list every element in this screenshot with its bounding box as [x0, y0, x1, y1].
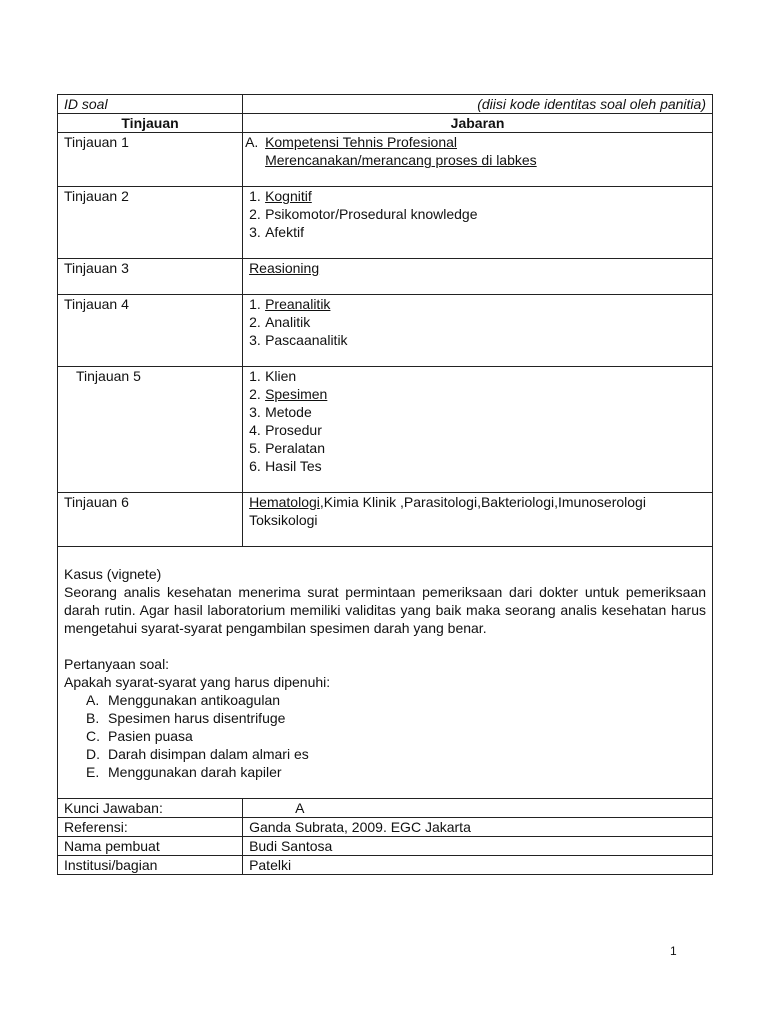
- column-header-tinjauan: Tinjauan: [58, 114, 243, 133]
- answer-key-value: A: [243, 799, 713, 818]
- competency-detail: Merencanakan/merancang proses di labkes: [265, 152, 537, 168]
- author-row: [58, 837, 713, 856]
- list-item: 1. Preanalitik: [249, 296, 331, 312]
- tinjauan-row-4: [58, 295, 713, 367]
- list-item: 1. Kognitif: [249, 188, 312, 204]
- answer-option: [86, 727, 706, 745]
- option-text: Pasien puasa: [108, 728, 193, 744]
- tinjauan-label: Tinjauan 2: [58, 187, 243, 259]
- other-subjects: ,Kimia Klinik ,Parasitologi,Bakteriologi,Imunoserologi: [319, 494, 646, 510]
- tinjauan-row-1: [58, 133, 713, 187]
- option-letter: C.: [86, 728, 100, 744]
- page-number: 1: [670, 944, 677, 958]
- reference-row: [58, 818, 713, 837]
- tinjauan-content: [243, 493, 713, 547]
- option-text: Spesimen harus disentrifuge: [108, 710, 286, 726]
- column-header-jabaran: Jabaran: [243, 114, 713, 133]
- question-title: Pertanyaan soal:: [64, 656, 170, 672]
- list-item-text: Afektif: [265, 224, 304, 240]
- answer-option: [86, 745, 706, 763]
- tinjauan-row-6: [58, 493, 713, 547]
- question-text: Apakah syarat-syarat yang harus dipenuhi:: [64, 674, 331, 690]
- list-item: 2. Psikomotor/Prosedural knowledge: [249, 206, 478, 222]
- first-subject: Hematologi: [249, 494, 320, 510]
- list-item: 2. Spesimen: [249, 386, 328, 402]
- list-item-text: Psikomotor/Prosedural knowledge: [265, 206, 478, 222]
- answer-key-row: [58, 799, 713, 818]
- id-row: [58, 95, 713, 114]
- case-title: Kasus (vignete): [64, 566, 162, 582]
- tinjauan-content: [243, 367, 713, 493]
- answer-option: [86, 763, 706, 781]
- list-item: 3. Pascaanalitik: [249, 332, 348, 348]
- option-letter: E.: [86, 764, 100, 780]
- option-letter: B.: [86, 710, 100, 726]
- tinjauan-label: Tinjauan 4: [58, 295, 243, 367]
- institution-label: Institusi/bagian: [58, 856, 243, 875]
- list-item-text: Klien: [265, 368, 297, 384]
- header-row: [58, 114, 713, 133]
- institution-row: [58, 856, 713, 875]
- list-item-text: Kognitif: [265, 188, 312, 204]
- answer-option: [86, 709, 706, 727]
- list-item-text: Hasil Tes: [265, 458, 322, 474]
- tinjauan-label: Tinjauan 1: [58, 133, 243, 187]
- institution-value: Patelki: [243, 856, 713, 875]
- list-item: 4. Prosedur: [249, 422, 322, 438]
- tinjauan-label: Tinjauan 5: [58, 367, 243, 493]
- list-marker: A.: [245, 134, 259, 150]
- case-content: [58, 547, 713, 799]
- case-row: [58, 547, 713, 799]
- reference-label: Referensi:: [58, 818, 243, 837]
- list-item-text: Analitik: [265, 314, 311, 330]
- answer-options: [64, 691, 706, 781]
- list-item: 5. Peralatan: [249, 440, 325, 456]
- tinjauan-label: Tinjauan 3: [58, 259, 243, 295]
- option-letter: D.: [86, 746, 100, 762]
- reference-value: Ganda Subrata, 2009. EGC Jakarta: [243, 818, 713, 837]
- list-item-text: Pascaanalitik: [265, 332, 348, 348]
- list-item: 2. Analitik: [249, 314, 311, 330]
- id-label: ID soal: [58, 95, 243, 114]
- tinjauan-row-5: [58, 367, 713, 493]
- list-item-text: Preanalitik: [265, 296, 331, 312]
- option-text: Menggunakan darah kapiler: [108, 764, 282, 780]
- list-item: 6. Hasil Tes: [249, 458, 322, 474]
- list-item-text: Peralatan: [265, 440, 325, 456]
- list-item: 3. Metode: [249, 404, 312, 420]
- competency-title: Kompetensi Tehnis Profesional: [265, 134, 458, 150]
- reasoning-text: Reasioning: [249, 260, 320, 276]
- list-item-text: Prosedur: [265, 422, 322, 438]
- author-value: Budi Santosa: [243, 837, 713, 856]
- tinjauan-content: [243, 295, 713, 367]
- question-sheet-table: [57, 94, 713, 875]
- author-label: Nama pembuat: [58, 837, 243, 856]
- tinjauan-content: [243, 187, 713, 259]
- tinjauan-content: [243, 259, 713, 295]
- list-item-text: Spesimen: [265, 386, 328, 402]
- tinjauan-row-3: [58, 259, 713, 295]
- tinjauan-row-2: [58, 187, 713, 259]
- answer-key-label: Kunci Jawaban:: [58, 799, 243, 818]
- tinjauan-label: Tinjauan 6: [58, 493, 243, 547]
- id-note: (diisi kode identitas soal oleh panitia): [243, 95, 713, 114]
- tinjauan-content: [243, 133, 713, 187]
- case-text: Seorang analis kesehatan menerima surat permintaan pemeriksaan dari dokter untuk pemeriksaan darah rutin. Agar hasil laboratorium memiliki validitas yang baik maka seorang analis kesehatan harus mengetahui syarat-syarat pengambilan spesimen darah yang benar.: [64, 584, 706, 636]
- list-item: 1. Klien: [249, 368, 297, 384]
- list-item: 3. Afektif: [249, 224, 304, 240]
- option-text: Menggunakan antikoagulan: [108, 692, 281, 708]
- answer-option: [86, 691, 706, 709]
- list-item-text: Metode: [265, 404, 312, 420]
- option-letter: A.: [86, 692, 100, 708]
- option-text: Darah disimpan dalam almari es: [108, 746, 309, 762]
- last-subject: Toksikologi: [249, 512, 318, 528]
